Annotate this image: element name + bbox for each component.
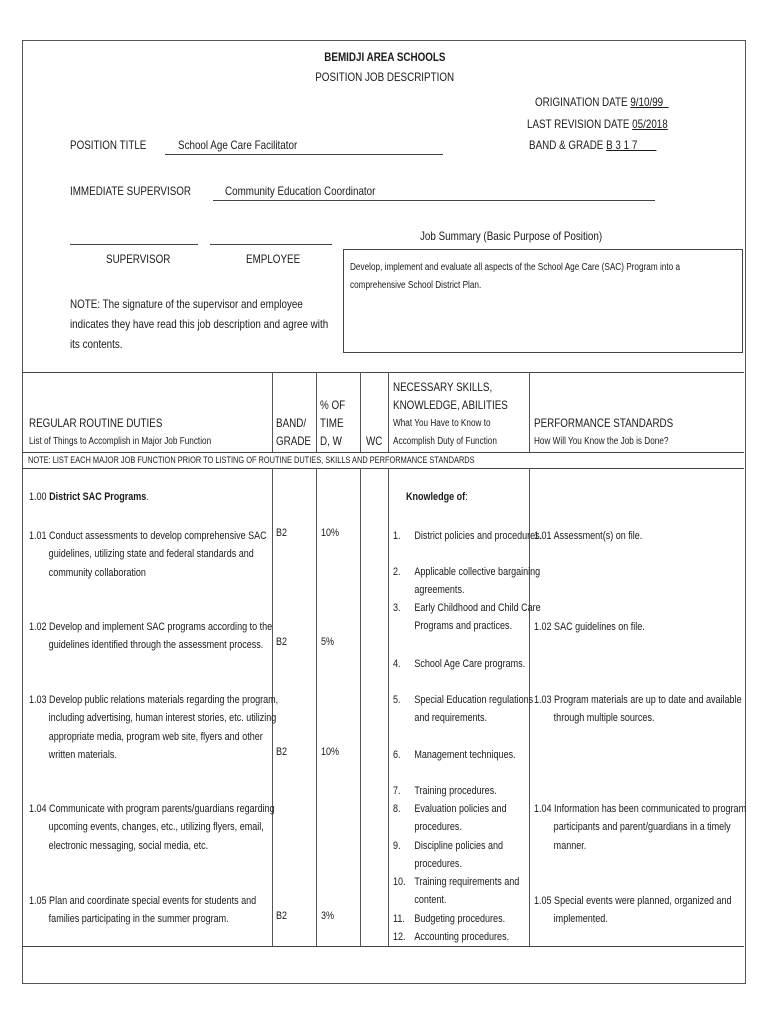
supervisor-signature-line[interactable]	[70, 244, 198, 245]
position-title-label: POSITION TITLE	[70, 138, 147, 152]
duty-item: 1.05 Plan and coordinate special events for students and families participating in the summer program.	[29, 895, 257, 926]
duty-band: B2	[276, 746, 288, 758]
col-skills-1: NECESSARY SKILLS,	[393, 380, 493, 394]
last-revision-date: LAST REVISION DATE 05/2018	[527, 117, 668, 131]
knowledge-item: 1. District policies and procedures.	[393, 530, 543, 542]
job-summary-text: Develop, implement and evaluate all aspects of the School Age Care (SAC) Program into a comprehensive School District Plan.	[350, 262, 680, 291]
employee-signature-line[interactable]	[210, 244, 332, 245]
col-duties-title: REGULAR ROUTINE DUTIES	[29, 416, 163, 430]
knowledge-item: 9. Discipline policies and procedures.	[393, 840, 504, 871]
band-grade: BAND & GRADE B 3 1 7	[529, 138, 638, 152]
performance-standard: 1.03 Program materials are up to date and available through multiple sources.	[534, 694, 742, 725]
job-summary-title: Job Summary (Basic Purpose of Position)	[420, 229, 603, 243]
knowledge-item: 3. Early Childhood and Child Care Programs and practices.	[393, 602, 541, 633]
duty-band: B2	[276, 527, 288, 539]
knowledge-item: 7. Training procedures.	[393, 785, 497, 797]
knowledge-item: 2. Applicable collective bargaining agreements.	[393, 566, 541, 597]
col-time-1: % OF	[320, 398, 346, 412]
note-bottom-line	[22, 468, 744, 469]
duty-band: B2	[276, 636, 288, 648]
table-bottom-line	[22, 946, 744, 947]
header-bottom-line	[22, 452, 744, 453]
col-duties-sub: List of Things to Accomplish in Major Job Function	[29, 436, 212, 447]
duty-item: 1.02 Develop and implement SAC programs according to the guidelines identified through the assessment process.	[29, 621, 273, 652]
knowledge-item: 11. Budgeting procedures.	[393, 913, 506, 925]
duty-time: 3%	[321, 910, 335, 922]
col-sep-wc-head	[360, 372, 361, 452]
col-perf-title: PERFORMANCE STANDARDS	[534, 416, 674, 430]
doc-type: POSITION JOB DESCRIPTION	[315, 70, 455, 84]
performance-standard: 1.04 Information has been communicated to program participants and parent/guardians in a timely manner.	[534, 803, 747, 852]
title-underline	[165, 154, 443, 155]
org-name: BEMIDJI AREA SCHOOLS	[324, 50, 446, 64]
supervisor-value: Community Education Coordinator	[225, 184, 376, 198]
knowledge-item: 4. School Age Care programs.	[393, 658, 526, 670]
knowledge-item: 5. Special Education regulations and requirements.	[393, 694, 534, 725]
position-title-value: School Age Care Facilitator	[178, 138, 298, 152]
knowledge-heading: Knowledge of:	[406, 491, 468, 503]
duty-time: 10%	[321, 527, 340, 539]
duty-item: 1.01 Conduct assessments to develop comprehensive SAC guidelines, utilizing state and federal standards and community collaboration	[29, 530, 267, 579]
col-sep-wc	[360, 468, 361, 946]
col-skills-3: What You Have to Know to	[393, 418, 491, 429]
performance-standard: 1.02 SAC guidelines on file.	[534, 621, 645, 633]
knowledge-item: 6. Management techniques.	[393, 749, 516, 761]
col-band-1: BAND/	[276, 416, 307, 430]
col-sep-skills	[388, 468, 389, 946]
knowledge-item: 10. Training requirements and content.	[393, 876, 520, 907]
col-sep-skills-head	[388, 372, 389, 452]
duty-time: 10%	[321, 746, 340, 758]
col-skills-4: Accomplish Duty of Function	[393, 436, 497, 447]
supervisor-label: IMMEDIATE SUPERVISOR	[70, 184, 192, 198]
col-band-2: GRADE	[276, 434, 312, 448]
performance-standard: 1.05 Special events were planned, organized and implemented.	[534, 895, 732, 926]
duty-band: B2	[276, 910, 288, 922]
col-skills-2: KNOWLEDGE, ABILITIES	[393, 398, 508, 412]
duty-item: 1.04 Communicate with program parents/guardians regarding upcoming events, changes, etc., utilizing flyers, email, electronic messaging, social media, etc.	[29, 803, 275, 852]
knowledge-item: 8. Evaluation policies and procedures.	[393, 803, 507, 834]
function-heading: 1.00 District SAC Programs.	[29, 491, 149, 503]
supervisor-underline	[213, 200, 655, 201]
table-note: NOTE: LIST EACH MAJOR JOB FUNCTION PRIOR TO LISTING OF ROUTINE DUTIES, SKILLS AND PERFORMANCE STANDARDS	[28, 455, 475, 466]
duty-time: 5%	[321, 636, 335, 648]
col-time-2: TIME	[320, 416, 344, 430]
col-sep-band-head	[272, 372, 273, 452]
signature-note: NOTE: The signature of the supervisor and employee indicates they have read this job description and agree with its contents.	[70, 297, 329, 351]
col-sep-perf-head	[529, 372, 530, 452]
col-time-3: D, W	[320, 434, 342, 448]
col-wc: WC	[366, 434, 383, 448]
supervisor-sign-label: SUPERVISOR	[106, 252, 171, 266]
col-sep-time	[316, 468, 317, 946]
employee-sign-label: EMPLOYEE	[246, 252, 301, 266]
origination-date: ORIGINATION DATE 9/10/99	[535, 95, 664, 109]
knowledge-item: 12. Accounting procedures.	[393, 931, 510, 943]
duty-item: 1.03 Develop public relations materials regarding the program, including advertising, human interest stories, etc. utilizing appropriate media, program web site, flyers and other written materials.	[29, 694, 279, 761]
performance-standard: 1.01 Assessment(s) on file.	[534, 530, 643, 542]
table-top-line	[22, 372, 744, 373]
col-perf-sub: How Will You Know the Job is Done?	[534, 436, 669, 447]
